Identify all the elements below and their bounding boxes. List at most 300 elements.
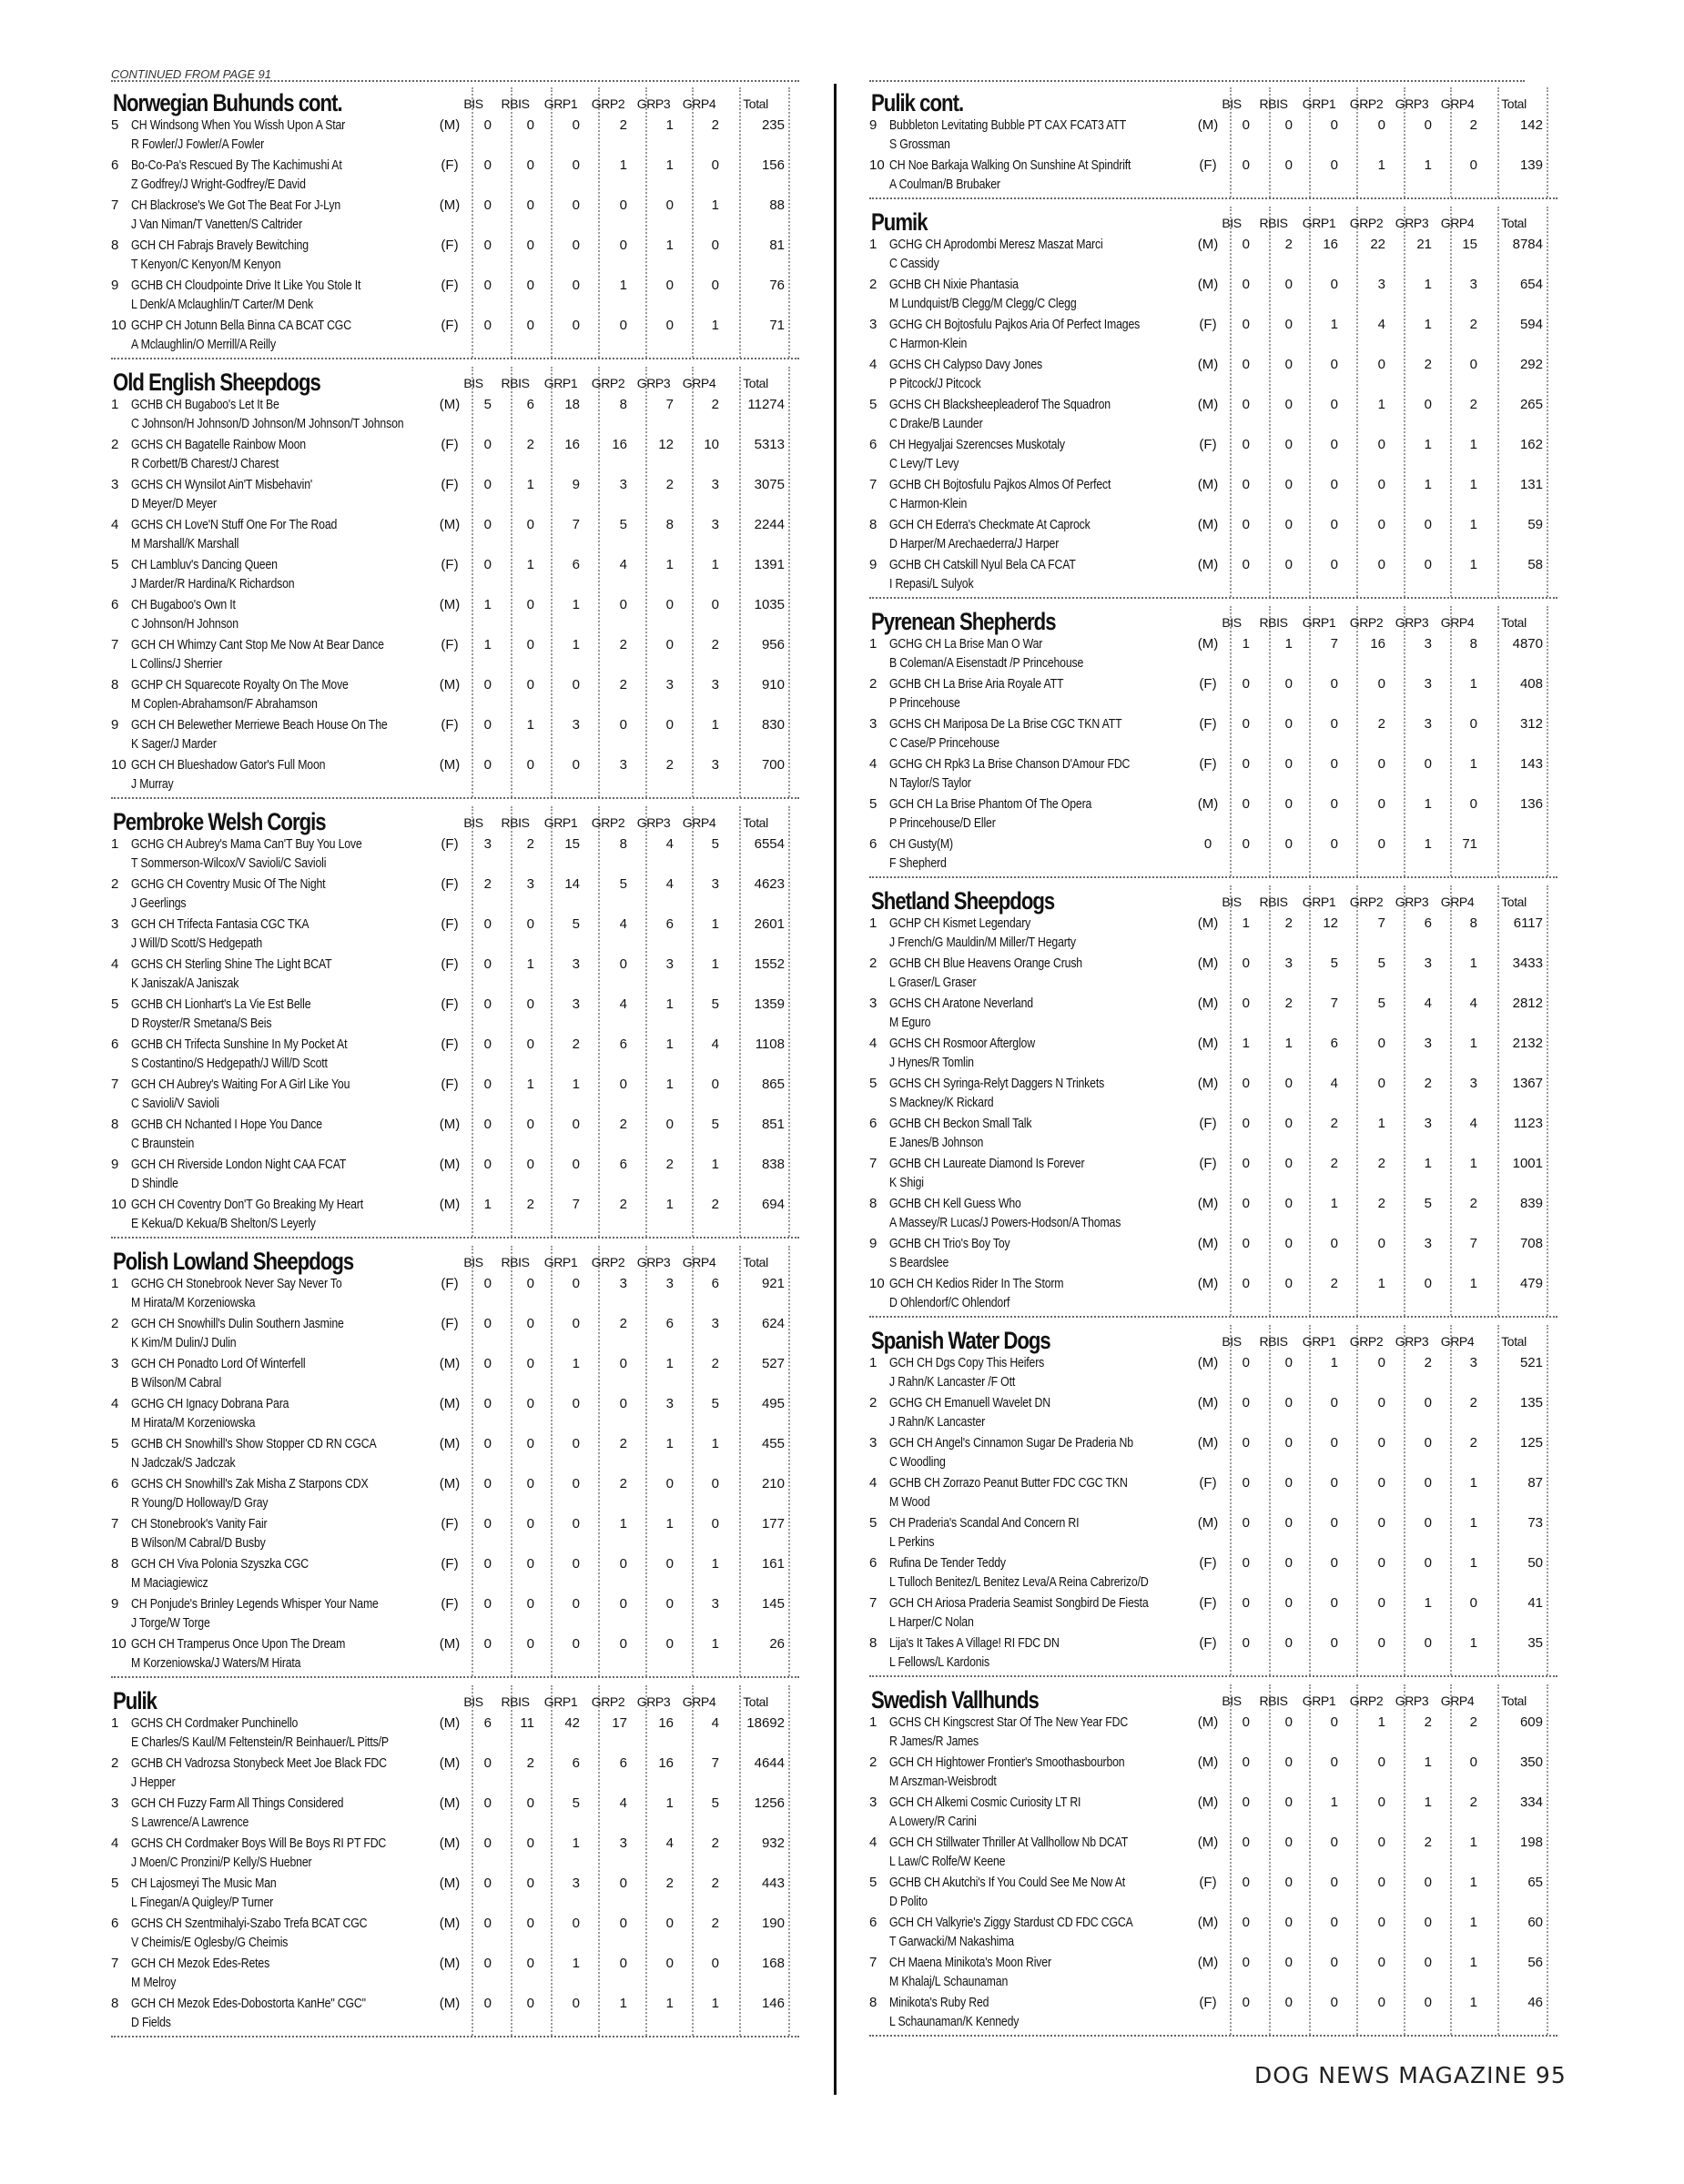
stat-grp2: 0 — [619, 1077, 627, 1092]
owner-names: D Shindle — [131, 1176, 178, 1191]
dog-sex: (M) — [439, 1835, 461, 1851]
entry-rank: 5 — [111, 996, 119, 1012]
ranking-entry — [869, 1036, 1557, 1076]
ranking-entry — [111, 1197, 799, 1237]
owner-names: J Hynes/R Tomlin — [889, 1055, 974, 1070]
stat-grp3: 2 — [1424, 1835, 1432, 1850]
stat-total: 65 — [1527, 1875, 1543, 1890]
dog-name: CH Praderia's Scandal And Concern RI — [889, 1515, 1080, 1531]
owner-names: K Kim/M Dulin/J Dulin — [131, 1335, 237, 1350]
breed-title: Pulik — [113, 1687, 157, 1714]
stat-total: 1108 — [755, 1036, 785, 1052]
ranking-entry — [869, 716, 1557, 756]
stat-bis: 0 — [483, 1596, 492, 1612]
stat-total: 3075 — [754, 477, 785, 492]
stat-total: 143 — [1519, 756, 1543, 772]
dog-name: GCHG CH Bojtosfulu Pajkos Aria Of Perfect Images — [889, 317, 1141, 332]
stat-grp4: 0 — [711, 238, 719, 253]
stat-grp2: 0 — [1377, 1036, 1385, 1051]
stat-total: 58 — [1527, 557, 1543, 572]
entry-rank: 10 — [111, 318, 127, 333]
stat-grp1: 0 — [572, 677, 580, 693]
stat-grp1: 7 — [572, 517, 580, 532]
stat-grp3: 0 — [665, 197, 674, 213]
dog-sex: (F) — [1199, 1595, 1217, 1611]
page-footer: DOG NEWS MAGAZINE 95 — [1254, 2062, 1567, 2088]
column-header: GRP3 — [1395, 96, 1429, 111]
ranking-entry — [111, 1636, 799, 1676]
stat-bis: 0 — [1242, 1435, 1250, 1451]
stat-total: 59 — [1527, 517, 1543, 532]
stat-grp2: 0 — [1377, 1395, 1385, 1410]
stat-grp2: 4 — [619, 916, 627, 932]
stat-rbis: 0 — [1284, 317, 1293, 332]
stat-total: 35 — [1527, 1635, 1543, 1651]
stat-total: 408 — [1519, 676, 1543, 692]
owner-names: M Lundquist/B Clegg/M Clegg/C Clegg — [889, 296, 1077, 311]
dog-name: GCH CH Dgs Copy This Heifers — [889, 1355, 1045, 1370]
stat-grp3: 2 — [665, 1157, 674, 1172]
breed-section — [869, 606, 1557, 878]
ranking-entry — [111, 1316, 799, 1356]
breed-section — [869, 1684, 1557, 2037]
column-header: GRP1 — [1302, 1334, 1336, 1349]
stat-grp4: 0 — [711, 1516, 719, 1532]
stat-bis: 0 — [483, 1436, 492, 1451]
column-header: BIS — [463, 96, 483, 111]
entry-rank: 8 — [111, 1117, 119, 1132]
stat-grp1: 0 — [572, 1436, 580, 1451]
dog-sex: (M) — [1197, 1236, 1219, 1251]
owner-names: L Harper/C Nolan — [889, 1614, 974, 1630]
stat-total: 142 — [1519, 117, 1543, 133]
stat-grp1: 7 — [1330, 636, 1338, 652]
dog-sex: (M) — [439, 1916, 461, 1931]
stat-rbis: 0 — [526, 996, 534, 1012]
stat-grp2: 6 — [619, 1157, 627, 1172]
entry-rank: 10 — [869, 1276, 885, 1291]
ranking-entry — [869, 1915, 1557, 1955]
stat-total: 4870 — [1512, 636, 1543, 652]
breed-section — [111, 1246, 799, 1678]
stat-total: 81 — [769, 238, 785, 253]
stat-rbis: 0 — [526, 197, 534, 213]
owner-names: L Graser/L Graser — [889, 975, 977, 990]
stat-total: 2601 — [754, 916, 785, 932]
dog-name: GCH CH Whimzy Cant Stop Me Now At Bear Dance — [131, 637, 384, 652]
section-header — [869, 1684, 1557, 1714]
dog-name: CH Lambluv's Dancing Queen — [131, 557, 278, 572]
dog-sex: (F) — [441, 238, 459, 253]
stat-grp4: 2 — [711, 117, 719, 133]
entry-rank: 6 — [111, 1476, 119, 1491]
stat-grp3: 0 — [665, 1636, 674, 1652]
stat-total: 156 — [761, 157, 785, 173]
owner-names: M Hirata/M Korzeniowska — [131, 1295, 256, 1310]
dog-sex: (M) — [1197, 915, 1219, 931]
stat-grp1: 0 — [1330, 117, 1338, 133]
stat-grp1: 2 — [1330, 1116, 1338, 1131]
stat-grp4: 2 — [711, 1835, 719, 1851]
dog-sex: (M) — [1197, 1355, 1219, 1370]
stat-grp3: 1 — [665, 117, 674, 133]
stat-grp4: 1 — [1469, 1276, 1477, 1291]
breed-section — [111, 367, 799, 799]
stat-rbis: 0 — [526, 1876, 534, 1891]
stat-rbis: 0 — [526, 238, 534, 253]
dog-name: GCH CH Ponadto Lord Of Winterfell — [131, 1356, 306, 1371]
dog-name: CH Noe Barkaja Walking On Sunshine At Spindrift — [889, 157, 1131, 173]
owner-names: A Mclaughlin/O Merrill/A Reilly — [131, 337, 276, 352]
dog-sex: (M) — [1197, 237, 1219, 252]
ranking-entry — [869, 796, 1557, 836]
ranking-entry — [111, 437, 799, 477]
stat-grp2: 2 — [619, 117, 627, 133]
stat-total: 131 — [1519, 477, 1543, 492]
section-header — [111, 806, 799, 836]
dog-name: CH Blackrose's We Got The Beat For J-Lyn — [131, 197, 341, 213]
column-header: GRP3 — [1395, 216, 1429, 230]
ranking-entry — [869, 1196, 1557, 1236]
stat-grp1: 0 — [1330, 1595, 1338, 1611]
owner-names: C Cassidy — [889, 256, 939, 271]
stat-rbis: 2 — [1284, 915, 1293, 931]
stat-grp3: 0 — [1424, 756, 1432, 772]
stat-total: 921 — [761, 1276, 785, 1291]
owner-names: L Finegan/A Quigley/P Turner — [131, 1895, 274, 1910]
stat-grp4: 4 — [711, 1715, 719, 1731]
dog-name: GCH CH Belewether Merriewe Beach House On The — [131, 717, 388, 733]
dog-name: GCHS CH Rosmoor Afterglow — [889, 1036, 1035, 1051]
stat-rbis: 0 — [1284, 1635, 1293, 1651]
stat-grp4: 1 — [711, 197, 719, 213]
owner-names: M Eguro — [889, 1015, 931, 1030]
stat-grp4: 1 — [1469, 756, 1477, 772]
column-header: RBIS — [501, 1255, 530, 1269]
stat-bis: 0 — [1242, 1795, 1250, 1810]
stat-bis: 1 — [1242, 636, 1250, 652]
entry-rank: 9 — [111, 717, 119, 733]
dog-sex: (M) — [439, 597, 461, 612]
stat-rbis: 0 — [1284, 1236, 1293, 1251]
stat-grp3: 1 — [1424, 157, 1432, 173]
stat-rbis: 0 — [526, 1356, 534, 1371]
dog-sex: (F) — [1199, 1156, 1217, 1171]
ranking-entry — [869, 117, 1557, 157]
owner-names: M Wood — [889, 1494, 930, 1510]
stat-grp4: 3 — [1469, 277, 1477, 292]
dog-name: GCHS CH Szentmihalyi-Szabo Trefa BCAT CGC — [131, 1916, 368, 1931]
stat-grp1: 0 — [572, 1276, 580, 1291]
column-header: Total — [743, 1255, 768, 1269]
stat-grp2: 2 — [619, 677, 627, 693]
dog-sex: (M) — [1197, 1915, 1219, 1930]
entry-rank: 5 — [111, 117, 119, 133]
ranking-entry — [111, 1077, 799, 1117]
dog-sex: (M) — [439, 1436, 461, 1451]
stat-bis: 0 — [483, 1077, 492, 1092]
stat-grp2: 0 — [1377, 1555, 1385, 1571]
stat-rbis: 0 — [526, 1835, 534, 1851]
stat-grp1: 0 — [572, 197, 580, 213]
entry-rank: 1 — [111, 836, 119, 852]
entry-rank: 1 — [869, 915, 878, 931]
ranking-entry — [869, 836, 1557, 876]
owner-names: S Lawrence/A Lawrence — [131, 1815, 249, 1830]
stat-grp3: 0 — [1424, 1995, 1432, 2010]
dog-sex: (F) — [1199, 157, 1217, 173]
stat-total: 2812 — [1512, 996, 1543, 1011]
ranking-entry — [869, 915, 1557, 956]
stat-total: 865 — [761, 1077, 785, 1092]
stat-grp2: 1 — [1377, 397, 1385, 412]
entry-rank: 8 — [869, 1196, 878, 1211]
stat-rbis: 0 — [526, 637, 534, 652]
ranking-entry — [111, 1516, 799, 1556]
stat-grp4: 1 — [711, 1157, 719, 1172]
stat-rbis: 0 — [1284, 1555, 1293, 1571]
stat-grp4: 2 — [1469, 1795, 1477, 1810]
stat-grp1: 7 — [572, 1197, 580, 1212]
column-header: GRP3 — [1395, 1334, 1429, 1349]
stat-rbis: 0 — [526, 677, 534, 693]
entry-rank: 1 — [869, 237, 878, 252]
ranking-entry — [869, 756, 1557, 796]
entry-rank: 8 — [869, 517, 878, 532]
entry-rank: 5 — [111, 1876, 119, 1891]
ranking-entry — [869, 1795, 1557, 1835]
column-header: GRP4 — [1440, 1694, 1475, 1708]
stat-grp4: 1 — [711, 717, 719, 733]
stat-total: 694 — [761, 1197, 785, 1212]
stat-grp3: 3 — [1424, 636, 1432, 652]
column-header: GRP4 — [682, 1255, 716, 1269]
stat-total: 312 — [1519, 716, 1543, 732]
stat-total: 6117 — [1513, 915, 1543, 931]
stat-grp4: 71 — [1462, 836, 1477, 852]
stat-grp4: 5 — [711, 836, 719, 852]
stat-bis: 0 — [1242, 1595, 1250, 1611]
stat-grp4: 1 — [1469, 1995, 1477, 2010]
entry-rank: 2 — [111, 437, 119, 452]
dog-sex: (F) — [441, 637, 459, 652]
stat-grp2: 3 — [619, 1276, 627, 1291]
stat-grp1: 0 — [572, 238, 580, 253]
stat-bis: 0 — [483, 1996, 492, 2011]
stat-grp1: 1 — [1330, 1795, 1338, 1810]
stat-grp1: 2 — [1330, 1276, 1338, 1291]
ranking-entry — [111, 318, 799, 358]
column-header: BIS — [463, 815, 483, 830]
dog-sex: (F) — [441, 1036, 459, 1052]
stat-grp4: 1 — [1469, 1475, 1477, 1491]
stat-grp2: 3 — [1377, 277, 1385, 292]
stat-bis: 0 — [483, 1916, 492, 1931]
entry-rank: 5 — [869, 796, 878, 812]
entry-rank: 2 — [869, 956, 878, 971]
stat-rbis: 0 — [1284, 1515, 1293, 1531]
stat-grp1: 0 — [1330, 796, 1338, 812]
stat-grp4: 1 — [1469, 676, 1477, 692]
dog-name: GCH CH Mezok Edes-Dobostorta KanHe" CGC" — [131, 1996, 366, 2011]
stat-total: 6554 — [754, 836, 785, 852]
stat-rbis: 0 — [526, 1795, 534, 1811]
column-header: GRP1 — [543, 815, 578, 830]
owner-names: M Arszman-Weisbrodt — [889, 1774, 997, 1789]
stat-bis: 0 — [483, 157, 492, 173]
dog-name: GCH CH Snowhill's Dulin Southern Jasmine — [131, 1316, 344, 1331]
column-header: BIS — [1222, 216, 1242, 230]
dog-sex: (F) — [441, 437, 459, 452]
section-header — [111, 367, 799, 397]
stat-bis: 1 — [483, 597, 492, 612]
stat-rbis: 2 — [526, 1755, 534, 1771]
dog-name: CH Windsong When You Wissh Upon A Star — [131, 117, 346, 133]
dog-name: GCH CH Alkemi Cosmic Curiosity LT RI — [889, 1795, 1081, 1810]
stat-grp1: 0 — [1330, 1915, 1338, 1930]
stat-grp4: 1 — [1469, 1915, 1477, 1930]
stat-grp2: 2 — [619, 1476, 627, 1491]
stat-grp2: 2 — [619, 1197, 627, 1212]
owner-names: S Grossman — [889, 136, 950, 152]
stat-grp3: 0 — [665, 637, 674, 652]
stat-grp4: 4 — [1469, 1116, 1477, 1131]
entry-rank: 1 — [869, 1714, 878, 1730]
entry-rank: 9 — [111, 278, 119, 293]
dog-name: GCHS CH Mariposa De La Brise CGC TKN ATT — [889, 716, 1122, 732]
dog-sex: (F) — [1199, 756, 1217, 772]
owner-names: M Hirata/M Korzeniowska — [131, 1415, 256, 1431]
stat-bis: 0 — [483, 318, 492, 333]
owner-names: J Torge/W Torge — [131, 1615, 210, 1631]
owner-names: N Taylor/S Taylor — [889, 775, 971, 791]
stat-grp2: 2 — [619, 1436, 627, 1451]
dog-name: CH Hegyaljai Szerencses Muskotaly — [889, 437, 1065, 452]
stat-grp1: 0 — [1330, 557, 1338, 572]
dog-name: GCH CH Kedios Rider In The Storm — [889, 1276, 1064, 1291]
stat-grp1: 0 — [1330, 1754, 1338, 1770]
stat-total: 708 — [1519, 1236, 1543, 1251]
column-header: RBIS — [1259, 96, 1288, 111]
stat-bis: 0 — [1242, 117, 1250, 133]
column-header: GRP1 — [1302, 1694, 1336, 1708]
stat-grp4: 2 — [711, 1197, 719, 1212]
stat-rbis: 1 — [526, 956, 534, 972]
stat-rbis: 2 — [1284, 996, 1293, 1011]
stat-rbis: 0 — [1284, 836, 1293, 852]
stat-rbis: 0 — [526, 1157, 534, 1172]
dog-name: GCHG CH Ignacy Dobrana Para — [131, 1396, 289, 1411]
column-header: RBIS — [1259, 895, 1288, 909]
stat-grp1: 0 — [572, 278, 580, 293]
column-header: RBIS — [501, 96, 530, 111]
stat-grp4: 3 — [711, 757, 719, 773]
dog-name: GCH CH Ariosa Praderia Seamist Songbird De Fiesta — [889, 1595, 1149, 1611]
entry-rank: 7 — [111, 1516, 119, 1532]
stat-bis: 0 — [1242, 1555, 1250, 1571]
entry-rank: 9 — [869, 557, 878, 572]
stat-grp2: 0 — [619, 318, 627, 333]
dog-sex: (F) — [1199, 716, 1217, 732]
dog-sex: (M) — [439, 117, 461, 133]
stat-grp1: 0 — [1330, 517, 1338, 532]
owner-names: T Sommerson-Wilcox/V Savioli/C Savioli — [131, 855, 327, 871]
dog-name: GCHB CH Blue Heavens Orange Crush — [889, 956, 1082, 971]
stat-grp3: 2 — [665, 477, 674, 492]
column-header: RBIS — [1259, 1694, 1288, 1708]
stat-bis: 0 — [1242, 996, 1250, 1011]
ranking-entry — [111, 397, 799, 437]
stat-grp1: 6 — [572, 557, 580, 572]
stat-grp2: 0 — [1377, 477, 1385, 492]
stat-bis: 5 — [483, 397, 492, 412]
stat-grp2: 4 — [619, 557, 627, 572]
owner-names: E Charles/S Kaul/M Feltenstein/R Beinhauer/L Pitts/P — [131, 1734, 389, 1750]
stat-grp1: 0 — [572, 757, 580, 773]
stat-total: 161 — [761, 1556, 785, 1572]
stat-total: 527 — [761, 1356, 785, 1371]
stat-bis: 0 — [1242, 1076, 1250, 1091]
dog-sex: (M) — [439, 1356, 461, 1371]
owner-names: C Woodling — [889, 1454, 946, 1470]
stat-grp3: 2 — [1424, 357, 1432, 372]
stat-grp3: 1 — [1424, 1795, 1432, 1810]
dog-sex: (F) — [1199, 676, 1217, 692]
stat-grp2: 1 — [1377, 1714, 1385, 1730]
column-header: RBIS — [501, 815, 530, 830]
stat-rbis: 0 — [1284, 1395, 1293, 1410]
stat-grp3: 0 — [665, 597, 674, 612]
stat-total: 1256 — [754, 1795, 785, 1811]
owner-names: D Polito — [889, 1894, 928, 1909]
stat-grp1: 1 — [572, 1356, 580, 1371]
dog-name: GCHB CH La Brise Aria Royale ATT — [889, 676, 1064, 692]
stat-grp4: 2 — [1469, 117, 1477, 133]
entry-rank: 6 — [111, 1036, 119, 1052]
stat-grp4: 1 — [1469, 1555, 1477, 1571]
stat-grp2: 5 — [1377, 956, 1385, 971]
dog-name: GCH CH Riverside London Night CAA FCAT — [131, 1157, 347, 1172]
dog-name: CH Bugaboo's Own It — [131, 597, 236, 612]
stat-bis: 0 — [1242, 1116, 1250, 1131]
stat-grp4: 8 — [1469, 915, 1477, 931]
stat-grp4: 3 — [711, 477, 719, 492]
stat-bis: 0 — [483, 1516, 492, 1532]
stat-total: 88 — [769, 197, 785, 213]
ranking-entry — [869, 1116, 1557, 1156]
entry-rank: 6 — [869, 1555, 878, 1571]
dog-sex: (F) — [441, 477, 459, 492]
stat-grp3: 1 — [1424, 1595, 1432, 1611]
stat-bis: 0 — [1242, 1875, 1250, 1890]
stat-total: 521 — [1519, 1355, 1543, 1370]
owner-names: S Mackney/K Rickard — [889, 1095, 994, 1110]
stat-grp4: 0 — [711, 157, 719, 173]
stat-grp1: 0 — [1330, 1835, 1338, 1850]
stat-grp1: 0 — [1330, 716, 1338, 732]
stat-grp2: 1 — [619, 278, 627, 293]
stat-rbis: 0 — [1284, 796, 1293, 812]
stat-grp3: 0 — [1424, 1276, 1432, 1291]
stat-rbis: 0 — [526, 916, 534, 932]
stat-total: 956 — [761, 637, 785, 652]
stat-bis: 0 — [483, 1795, 492, 1811]
stat-grp4: 2 — [711, 397, 719, 412]
stat-grp1: 0 — [1330, 1236, 1338, 1251]
ranking-entry — [869, 1395, 1557, 1435]
entry-rank: 7 — [869, 1955, 878, 1970]
entry-rank: 2 — [111, 1755, 119, 1771]
